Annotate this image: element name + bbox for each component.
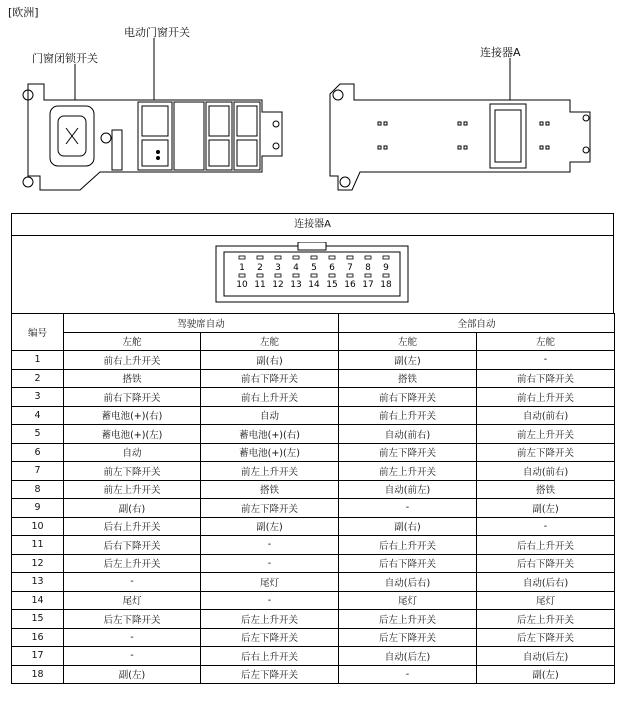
pin-top-8-label: 9 (383, 263, 389, 273)
pin-function-cell: 尾灯 (201, 573, 339, 592)
pin-function-cell: 尾灯 (64, 591, 201, 610)
pin-bottom-1-label: 11 (254, 280, 266, 290)
pin-top-0-label: 1 (239, 263, 245, 273)
pin-function-cell: 副(左) (339, 351, 477, 370)
table-row (12, 499, 615, 518)
pin-bottom-5-socket (329, 274, 335, 277)
pin-number-cell: 3 (12, 388, 64, 407)
pin-function-cell: 蓄电池(+)(左) (201, 443, 339, 462)
pin-function-cell: - (477, 517, 615, 536)
pin-number-cell: 7 (12, 462, 64, 481)
pin-function-cell: 后右上升开关 (201, 647, 339, 666)
pin-function-cell: 搭铁 (477, 480, 615, 499)
pin-bottom-8-socket (383, 274, 389, 277)
pin-function-cell: 后左上升开关 (64, 554, 201, 573)
pin-function-cell: 前右下降开关 (64, 388, 201, 407)
table-row (12, 480, 615, 499)
table-row (12, 406, 615, 425)
pin-number-cell: 9 (12, 499, 64, 518)
pin-number-cell: 14 (12, 591, 64, 610)
table-row (12, 425, 615, 444)
pin-function-cell: 前左下降开关 (64, 462, 201, 481)
pin-function-cell: 自动(前右) (339, 425, 477, 444)
pin-function-cell: - (64, 647, 201, 666)
pin-number-cell: 16 (12, 628, 64, 647)
connector-frame (11, 213, 614, 314)
pin-bottom-row (236, 274, 392, 290)
pin-function-cell: 蓄电池(+)(左) (64, 425, 201, 444)
pin-function-cell: 前右上升开关 (339, 406, 477, 425)
pin-function-cell: 前右下降开关 (201, 369, 339, 388)
pin-bottom-7-label: 17 (362, 280, 374, 290)
pin-function-cell: 前右上升开关 (64, 351, 201, 370)
pin-number-cell: 15 (12, 610, 64, 629)
pin-function-cell: - (64, 628, 201, 647)
table-row (12, 554, 615, 573)
table-row (12, 573, 615, 592)
pin-bottom-1-socket (257, 274, 263, 277)
pin-number-cell: 1 (12, 351, 64, 370)
pin-top-3-label: 4 (293, 263, 299, 273)
connector-title: 连接器A (12, 214, 613, 236)
pin-top-8-socket (383, 256, 389, 259)
table-row (12, 517, 615, 536)
pin-top-7-label: 8 (365, 263, 371, 273)
sub-col-1: 左舵 (64, 332, 201, 351)
pin-bottom-6-socket (347, 274, 353, 277)
pin-function-cell: 尾灯 (477, 591, 615, 610)
pin-function-cell: 前右上升开关 (201, 388, 339, 407)
rear-view-assembly (330, 84, 590, 190)
pin-function-cell: 蓄电池(+)(右) (64, 406, 201, 425)
col-header-no: 编号 (12, 314, 64, 351)
pin-function-cell: 自动(前左) (339, 480, 477, 499)
pin-bottom-5-label: 15 (326, 280, 338, 290)
pin-number-cell: 4 (12, 406, 64, 425)
pin-number-cell: 5 (12, 425, 64, 444)
pin-top-5-socket (329, 256, 335, 259)
pin-number-cell: 10 (12, 517, 64, 536)
pin-function-cell: 副(右) (339, 517, 477, 536)
front-view-assembly (23, 84, 282, 190)
pin-function-cell: 前右上升开关 (477, 388, 615, 407)
pin-function-cell: 搭铁 (64, 369, 201, 388)
pin-function-cell: 后左下降开关 (64, 610, 201, 629)
connector-face-diagram (212, 242, 412, 306)
pin-function-cell: 副(右) (64, 499, 201, 518)
pin-function-cell: 搭铁 (339, 369, 477, 388)
pin-function-cell: 自动(后右) (477, 573, 615, 592)
pin-function-cell: 后左上升开关 (201, 610, 339, 629)
pin-bottom-2-label: 12 (272, 280, 284, 290)
pin-top-5-label: 6 (329, 263, 335, 273)
pin-function-cell: 自动 (64, 443, 201, 462)
pin-top-0-socket (239, 256, 245, 259)
table-row (12, 462, 615, 481)
pin-function-cell: 后右上升开关 (64, 517, 201, 536)
pin-function-cell: 前左上升开关 (339, 462, 477, 481)
sub-col-2: 左舵 (201, 332, 339, 351)
table-row (12, 388, 615, 407)
pin-function-cell: 蓄电池(+)(右) (201, 425, 339, 444)
switch-assembly-drawing (0, 0, 625, 213)
pin-function-cell: 尾灯 (339, 591, 477, 610)
pin-function-cell: 前左上升开关 (201, 462, 339, 481)
pin-top-6-socket (347, 256, 353, 259)
pin-bottom-8-label: 18 (380, 280, 392, 290)
pin-bottom-2-socket (275, 274, 281, 277)
pin-function-cell: - (64, 573, 201, 592)
pin-function-cell: 后左下降开关 (477, 628, 615, 647)
pin-function-cell: - (201, 591, 339, 610)
pin-bottom-0-label: 10 (236, 280, 248, 290)
pin-top-4-label: 5 (311, 263, 317, 273)
pin-assignment-table (11, 313, 615, 684)
pin-function-cell: - (201, 554, 339, 573)
pin-function-cell: 后左下降开关 (201, 665, 339, 684)
region-label: [欧洲] (8, 6, 39, 19)
pin-function-cell: 后右下降开关 (64, 536, 201, 555)
pin-function-cell: 前右下降开关 (477, 369, 615, 388)
pin-function-cell: 后右下降开关 (339, 554, 477, 573)
pin-function-cell: 前左上升开关 (477, 425, 615, 444)
pin-function-cell: 自动 (201, 406, 339, 425)
pin-bottom-3-socket (293, 274, 299, 277)
pin-function-cell: 后左下降开关 (339, 628, 477, 647)
pin-function-cell: 自动(后右) (339, 573, 477, 592)
pin-top-1-socket (257, 256, 263, 259)
table-row (12, 369, 615, 388)
pin-function-cell: 自动(前右) (477, 406, 615, 425)
power-window-switch-label: 电动门窗开关 (124, 26, 190, 39)
pin-function-cell: 前左上升开关 (64, 480, 201, 499)
pin-top-3-socket (293, 256, 299, 259)
pin-function-cell: 后右上升开关 (477, 536, 615, 555)
pin-number-cell: 11 (12, 536, 64, 555)
pin-number-cell: 6 (12, 443, 64, 462)
pin-function-cell: 后左上升开关 (339, 610, 477, 629)
pin-function-cell: 后左下降开关 (201, 628, 339, 647)
pin-function-cell: 前右下降开关 (339, 388, 477, 407)
pin-number-cell: 13 (12, 573, 64, 592)
pin-function-cell: 搭铁 (201, 480, 339, 499)
pin-number-cell: 18 (12, 665, 64, 684)
pin-function-cell: - (339, 665, 477, 684)
pin-function-cell: - (201, 536, 339, 555)
sub-col-4: 左舵 (477, 332, 615, 351)
table-row (12, 665, 615, 684)
pin-bottom-4-label: 14 (308, 280, 320, 290)
pin-top-2-label: 3 (275, 263, 281, 273)
pin-function-cell: 前左下降开关 (477, 443, 615, 462)
table-row (12, 610, 615, 629)
pin-function-cell: 自动(后左) (339, 647, 477, 666)
pin-function-cell: 副(左) (477, 499, 615, 518)
table-row (12, 443, 615, 462)
table-row (12, 351, 615, 370)
group-header-all-auto: 全部自动 (339, 314, 615, 333)
pin-function-cell: 副(左) (477, 665, 615, 684)
pin-function-cell: - (339, 499, 477, 518)
pin-top-2-socket (275, 256, 281, 259)
pin-function-cell: - (477, 351, 615, 370)
pin-function-cell: 副(右) (201, 351, 339, 370)
pin-function-cell: 前左下降开关 (201, 499, 339, 518)
table-row (12, 647, 615, 666)
connector-label: 连接器A (480, 46, 521, 59)
table-row (12, 536, 615, 555)
pin-top-4-socket (311, 256, 317, 259)
pin-function-cell: 自动(后左) (477, 647, 615, 666)
window-lock-switch-label: 门窗闭锁开关 (32, 52, 98, 65)
pin-top-7-socket (365, 256, 371, 259)
pin-function-cell: 后左上升开关 (477, 610, 615, 629)
pin-top-row (239, 256, 389, 273)
pin-bottom-7-socket (365, 274, 371, 277)
pin-bottom-0-socket (239, 274, 245, 277)
pin-function-cell: 后右下降开关 (477, 554, 615, 573)
pin-bottom-3-label: 13 (290, 280, 302, 290)
pin-function-cell: 副(左) (64, 665, 201, 684)
pin-top-6-label: 7 (347, 263, 353, 273)
group-header-driver-auto: 驾驶席自动 (64, 314, 339, 333)
pin-function-cell: 自动(前右) (477, 462, 615, 481)
pin-bottom-6-label: 16 (344, 280, 356, 290)
pin-function-cell: 后右上升开关 (339, 536, 477, 555)
pin-top-1-label: 2 (257, 263, 263, 273)
pin-number-cell: 8 (12, 480, 64, 499)
pin-number-cell: 12 (12, 554, 64, 573)
table-row (12, 628, 615, 647)
pin-function-cell: 前左下降开关 (339, 443, 477, 462)
pin-function-cell: 副(左) (201, 517, 339, 536)
pin-number-cell: 2 (12, 369, 64, 388)
table-row (12, 591, 615, 610)
pin-number-cell: 17 (12, 647, 64, 666)
pin-bottom-4-socket (311, 274, 317, 277)
sub-col-3: 左舵 (339, 332, 477, 351)
